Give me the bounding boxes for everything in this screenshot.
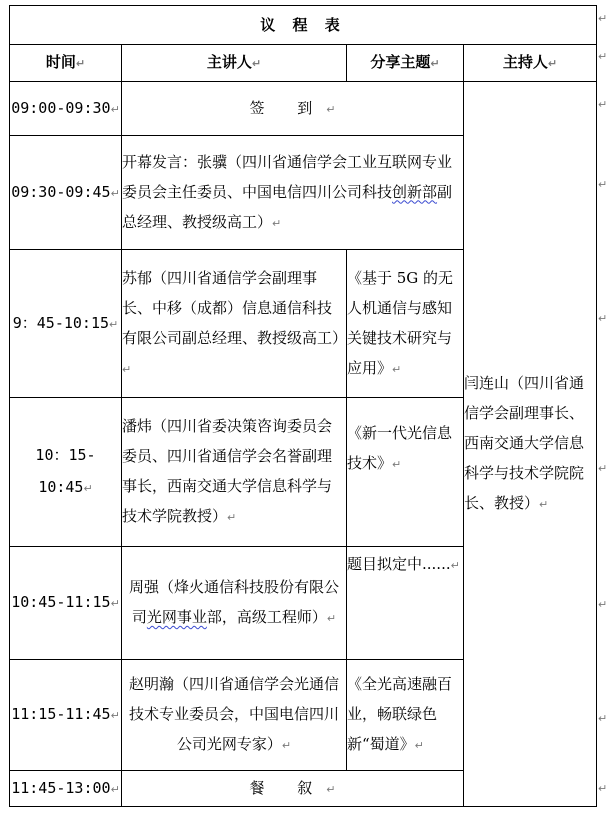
paragraph-mark-icon: ↵ [251,57,262,70]
speaker-text: 周强（烽火通信科技股份有限公司 [128,578,339,626]
paragraph-mark-icon: ↵ [430,57,440,70]
topic-cell [347,398,464,547]
paragraph-mark-icon: ↵ [539,498,549,511]
title-row [10,6,597,45]
paragraph-mark-icon: ↵ [110,782,120,796]
paragraph-mark-icon: ↵ [110,597,120,610]
speaker-text-tail: 副总经理、教授级高工） [122,182,453,231]
time-text: 09:30-09:45 [11,182,111,201]
speaker-text: 开幕发言：张骥（四川省通信学会工业互联网专业委员会主任委员、中国电信四川公司科技 [122,152,453,201]
table-title-text: 议 程 表 [260,16,346,34]
time-cell [10,82,122,136]
paragraph-mark-icon: ↵ [450,559,460,572]
paragraph-mark-icon: ↵ [109,317,119,331]
speaker-cell [122,250,347,398]
paragraph-mark-icon: ↵ [326,782,336,796]
paragraph-mark-icon: ↵ [281,739,292,752]
paragraph-mark-icon: ↵ [110,709,120,722]
paragraph-mark-icon: ↵ [326,612,337,625]
paragraph-mark-icon: ↵ [598,98,607,111]
time-cell [10,398,122,547]
meal-cell [122,771,464,807]
paragraph-mark-icon: ↵ [598,178,607,191]
speaker-cell [122,547,347,660]
paragraph-mark-icon: ↵ [83,482,93,495]
speaker-cell [122,398,347,547]
speaker-text-tail: 部，高级工程师） [206,608,327,626]
header-topic-text: 分享主题 [370,53,431,71]
header-topic [347,45,464,82]
time-text: 9：45-10:15 [12,313,110,332]
topic-cell [347,660,464,771]
header-host-text: 主持人 [502,53,548,71]
time-text: 11:45-13:00 [11,778,111,797]
topic-cell [347,547,464,660]
table-title [10,6,597,45]
header-time-text: 时间 [45,53,76,71]
header-row [10,45,597,82]
paragraph-mark-icon: ↵ [598,598,607,611]
time-text: 10：15-10:45 [35,446,96,496]
paragraph-mark-icon: ↵ [598,12,607,25]
header-time [10,45,122,82]
header-host [464,45,597,82]
paragraph-mark-icon: ↵ [414,739,424,752]
time-cell [10,771,122,807]
agenda-table [9,5,597,807]
time-cell [10,660,122,771]
paragraph-mark-icon: ↵ [598,462,607,475]
paragraph-mark-icon: ↵ [598,782,607,795]
speaker-text: 赵明瀚（四川省通信学会光通信技术专业委员会，中国电信四川公司光网专家） [128,675,339,753]
meal-text: 餐 叙 [249,778,327,797]
paragraph-mark-icon: ↵ [547,57,558,70]
paragraph-mark-icon: ↵ [392,362,402,376]
topic-text: 题目拟定中...... [347,555,451,573]
spellcheck-underlined-text: 创新部 [392,182,438,201]
topic-text: 《新一代光信息技术》 [347,424,453,472]
paragraph-mark-icon: ↵ [392,458,402,471]
paragraph-mark-icon: ↵ [122,362,132,376]
header-speaker-text: 主讲人 [206,53,252,71]
time-text: 09:00-09:30 [11,98,111,117]
time-text: 11:15-11:45 [11,705,111,723]
speaker-text: 潘炜（四川省委决策咨询委员会委员、四川省通信学会名誉副理事长，西南交通大学信息科学与技术学院教授） [122,417,333,525]
paragraph-mark-icon: ↵ [227,511,237,524]
paragraph-mark-icon: ↵ [272,216,282,230]
time-cell [10,547,122,660]
table-row [10,82,597,136]
time-text: 10:45-11:15 [11,593,111,611]
host-cell [464,82,597,807]
header-speaker [122,45,347,82]
paragraph-mark-icon: ↵ [598,50,607,63]
topic-text: 《全光高速融百业，畅联绿色新“蜀道》 [347,675,453,753]
time-cell [10,250,122,398]
spellcheck-underlined-text: 光网事业 [146,608,207,626]
paragraph-mark-icon: ↵ [598,712,607,725]
paragraph-mark-icon: ↵ [326,102,336,116]
paragraph-mark-icon: ↵ [598,312,607,325]
paragraph-mark-icon: ↵ [110,102,120,116]
host-text: 闫连山（四川省通信学会副理事长、西南交通大学信息科学与技术学院院长、教授） [464,374,585,512]
topic-text: 《基于 5G 的无人机通信与感知关键技术研究与应用》 [347,268,454,377]
time-cell [10,136,122,250]
paragraph-mark-icon: ↵ [110,186,120,200]
sign-in-cell [122,82,464,136]
sign-in-text: 签 到 [249,98,327,117]
opening-speech-cell [122,136,464,250]
speaker-text: 苏郁（四川省通信学会副理事长、中移（成都）信息通信科技有限公司副总经理、教授级高工） [122,268,348,347]
paragraph-mark-icon: ↵ [75,57,86,70]
topic-cell [347,250,464,398]
speaker-cell [122,660,347,771]
